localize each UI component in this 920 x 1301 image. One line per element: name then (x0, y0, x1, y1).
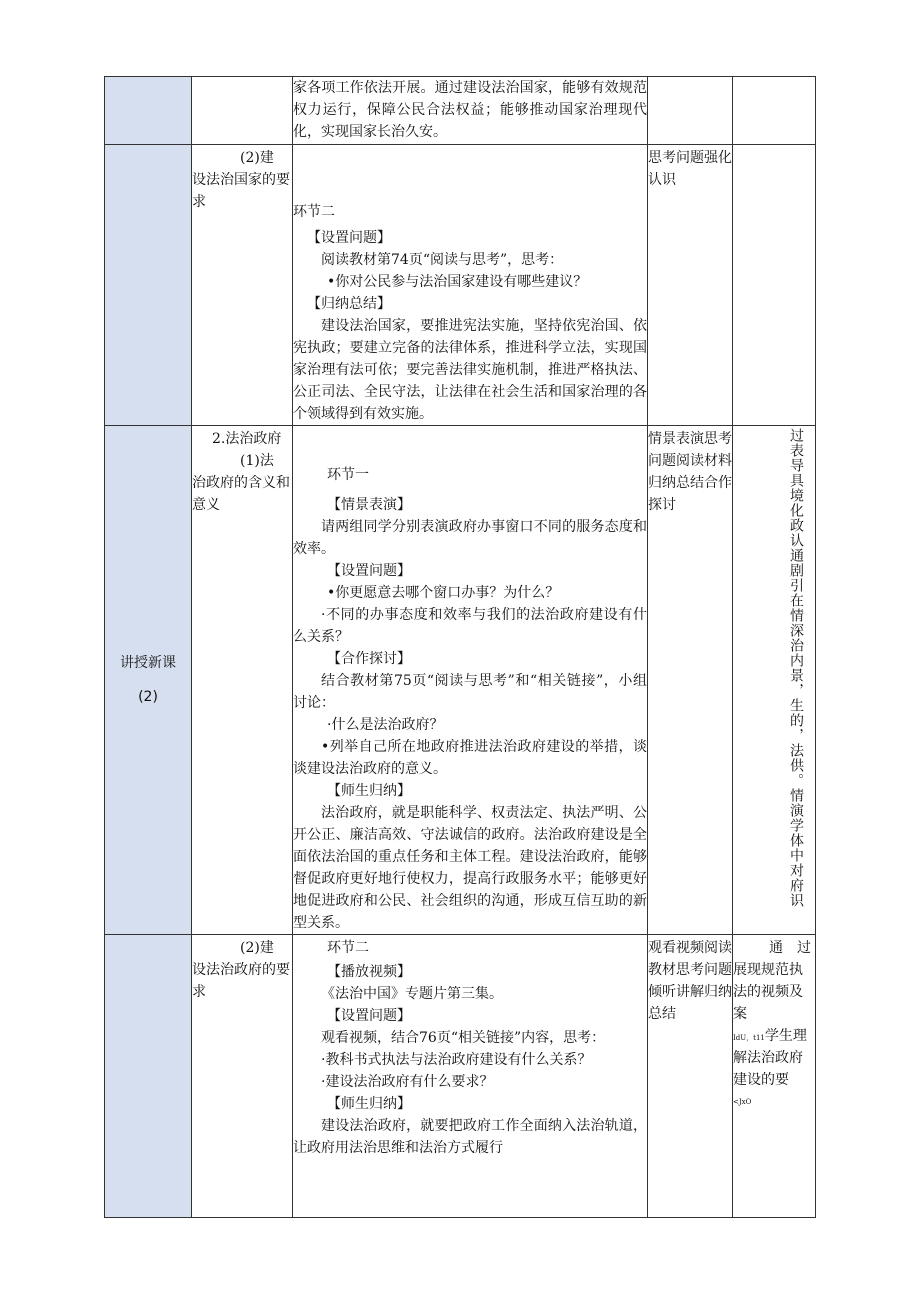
activity-cell (648, 77, 733, 145)
bullet-item: ·建设法治政府有什么要求？ (321, 1074, 494, 1090)
intent-cell (733, 145, 816, 426)
stage-heading: 环节二 (327, 940, 369, 956)
topic-cell (192, 77, 293, 145)
section-tag: 【设置问题】 (327, 563, 411, 579)
content-paragraph: 建设法治国家，要推进宪法实施，坚持依宪治国、依宪执政；要建立完备的法律体系，推进科学立法，实现国家治理有法可依；要完善法律实施机制，推进严格执法、公正司法、全民守法，让法律在社会生活和国家治理的各个领域得到有效实施。 (293, 318, 647, 422)
topic-number: (1)法 (240, 453, 274, 469)
topic-number: (2)建 (240, 940, 274, 956)
content-paragraph: 结合教材第75页“阅读与思考”和“相关链接”，小组讨论： (293, 673, 647, 711)
intent-cell (733, 426, 816, 935)
activity-text: 情景表演思考问题阅读材料归纳总结合作探讨 (648, 431, 732, 513)
bullet-item: •你更愿意去哪个窗口办事？为什么？ (327, 585, 560, 601)
table-row (105, 145, 816, 426)
topic-number: (2)建 (240, 150, 274, 166)
content-paragraph: 阅读教材第74页“阅读与思考”，思考： (321, 252, 564, 268)
intent-noise: IdU，t11 (733, 1034, 765, 1042)
content-cell (293, 935, 648, 1218)
section-tag: 【师生归纳】 (327, 1096, 411, 1112)
topic-cell (192, 145, 293, 426)
content-paragraph: 《法治中国》专题片第三集。 (321, 986, 503, 1002)
table-row (105, 77, 816, 145)
content-cell (293, 426, 648, 935)
stage-cell (105, 426, 192, 935)
section-tag: 【情景表演】 (327, 497, 411, 513)
section-tag: 【播放视频】 (327, 964, 411, 980)
section-tag: 【设置问题】 (307, 230, 391, 246)
table-row (105, 426, 816, 935)
stage-label: 讲授新课 (120, 655, 176, 671)
topic-section: 2.法治政府 (212, 431, 282, 447)
section-tag: 【师生归纳】 (327, 783, 411, 799)
stage-heading: 环节二 (293, 204, 335, 220)
activity-text: 思考问题强化认识 (648, 150, 732, 188)
content-paragraph: 建设法治政府，就要把政府工作全面纳入法治轨道，让政府用法治思维和法治方式履行 (293, 1118, 647, 1156)
content-cell (293, 77, 648, 145)
bullet-item: ·不同的办事态度和效率与我们的法治政府建设有什么关系？ (293, 607, 647, 645)
lesson-plan-table (104, 76, 816, 1218)
bullet-item: ·什么是法治政府？ (327, 717, 444, 733)
topic-cell (192, 935, 293, 1218)
bullet-item: •你对公民参与法治国家建设有哪些建议？ (327, 274, 588, 290)
topic-title: 设法治国家的要求 (192, 172, 290, 210)
activity-cell (648, 935, 733, 1218)
stage-cell (105, 935, 192, 1218)
bullet-item: •列举自己所在地政府推进法治政府建设的举措，谈谈建设法治政府的意义。 (293, 739, 647, 777)
content-paragraph: 请两组同学分别表演政府办事窗口不同的服务态度和效率。 (293, 519, 647, 557)
topic-title: 治政府的含义和意义 (192, 475, 290, 513)
section-tag: 【归纳总结】 (307, 296, 391, 312)
section-tag: 【合作探讨】 (327, 651, 411, 667)
activity-text: 观看视频阅读教材思考问题倾听讲解归纳总结 (648, 940, 732, 1022)
content-paragraph: 法治政府，就是职能科学、权责法定、执法严明、公开公正、廉洁高效、守法诚信的政府。法治政府建设是全面依法治国的重点任务和主体工程。建设法治政府，能够督促政府更好地行使权力，提高行政服务水平；能够更好地促进政府和公民、社会组织的沟通，形成互信互助的新型关系。 (293, 805, 647, 931)
activity-cell (648, 426, 733, 935)
stage-cell (105, 77, 192, 145)
intent-text: 过表导具境化政认通剧引在情深治内景，生的，法供。情演学体中对府识 (788, 428, 804, 908)
bullet-item: ·教科书式执法与法治政府建设有什么关系？ (321, 1052, 592, 1068)
intent-noise: <JxO (733, 1098, 752, 1106)
content-cell (293, 145, 648, 426)
topic-cell (192, 426, 293, 935)
intent-text: 学生理解法治政府建设的要 (733, 1028, 807, 1088)
table-row (105, 935, 816, 1218)
content-paragraph: 家各项工作依法开展。通过建设法治国家，能够有效规范权力运行，保障公民合法权益；能够推动国家治理现代化，实现国家长治久安。 (293, 80, 647, 140)
activity-cell (648, 145, 733, 426)
section-tag: 【设置问题】 (327, 1008, 411, 1024)
intent-text: 通 过 (769, 940, 811, 956)
stage-number: (2) (138, 689, 158, 705)
content-paragraph: 观看视频，结合76页“相关链接”内容，思考： (321, 1030, 606, 1046)
intent-text: 展现规范执法的视频及案 (733, 962, 803, 1022)
topic-title: 设法治政府的要求 (192, 962, 290, 1000)
stage-cell (105, 145, 192, 426)
intent-cell (733, 935, 816, 1218)
stage-heading: 环节一 (327, 467, 369, 483)
intent-cell (733, 77, 816, 145)
